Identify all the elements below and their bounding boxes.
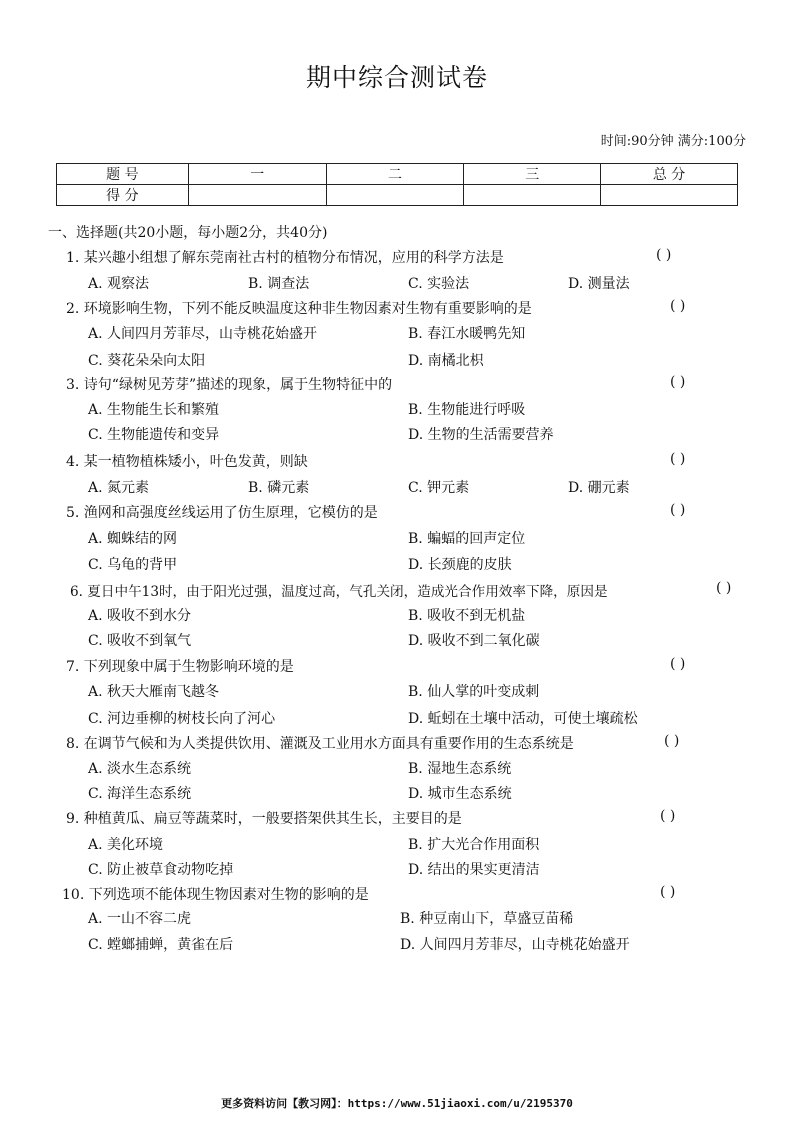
score-cell[interactable] (188, 185, 326, 206)
option-a[interactable]: A. 蜘蛛结的网 (88, 531, 178, 547)
option-c[interactable]: C. 螳螂捕蝉，黄雀在后 (88, 937, 234, 953)
answer-paren[interactable]: ( ) (656, 247, 672, 263)
option-b[interactable]: B. 湿地生态系统 (408, 761, 512, 777)
answer-paren[interactable]: ( ) (670, 374, 686, 390)
option-d[interactable]: D. 生物的生活需要营养 (408, 427, 554, 443)
question-stem: 3. 诗句“绿树见芳芽”描述的现象，属于生物特征中的 (66, 377, 393, 393)
option-c[interactable]: C. 乌龟的背甲 (88, 557, 178, 573)
option-a[interactable]: A. 秋天大雁南飞越冬 (88, 684, 220, 700)
score-header-cell: 一 (188, 164, 326, 185)
answer-paren[interactable]: ( ) (716, 580, 732, 596)
question-stem: 1. 某兴趣小组想了解东莞南社古村的植物分布情况，应用的科学方法是 (66, 250, 504, 266)
option-d[interactable]: D. 蚯蚓在土壤中活动，可使土壤疏松 (408, 711, 638, 727)
score-cell[interactable] (601, 185, 738, 206)
score-table-score-row (57, 185, 738, 206)
option-d[interactable]: D. 南橘北枳 (408, 353, 484, 369)
option-d[interactable]: D. 硼元素 (568, 480, 630, 496)
question-stem: 5. 渔网和高强度丝线运用了仿生原理，它模仿的是 (66, 505, 378, 521)
question-stem: 6. 夏日中午13时，由于阳光过强，温度过高，气孔关闭，造成光合作用效率下降，原因是 (70, 584, 608, 600)
option-a[interactable]: A. 观察法 (88, 276, 150, 292)
question-stem: 9. 种植黄瓜、扁豆等蔬菜时，一般要搭架供其生长，主要目的是 (66, 811, 462, 827)
footer-link[interactable]: 更多资料访问【教习网】：https://www.51jiaoxi.com/u/2195370 (221, 1097, 573, 1110)
answer-paren[interactable]: ( ) (670, 298, 686, 314)
answer-paren[interactable]: ( ) (664, 733, 680, 749)
option-c[interactable]: C. 防止被草食动物吃掉 (88, 862, 234, 878)
answer-paren[interactable]: ( ) (660, 884, 676, 900)
option-b[interactable]: B. 调查法 (248, 276, 310, 292)
option-a[interactable]: A. 吸收不到水分 (88, 608, 192, 624)
option-b[interactable]: B. 种豆南山下，草盛豆苗稀 (400, 911, 574, 927)
question-stem: 2. 环境影响生物，下列不能反映温度这种非生物因素对生物有重要影响的是 (66, 301, 532, 317)
option-a[interactable]: A. 人间四月芳菲尽，山寺桃花始盛开 (88, 326, 318, 342)
option-b[interactable]: B. 春江水暖鸭先知 (408, 326, 526, 342)
score-header-cell: 总 分 (601, 164, 738, 185)
option-d[interactable]: D. 结出的果实更清洁 (408, 862, 540, 878)
option-a[interactable]: A. 生物能生长和繁殖 (88, 402, 220, 418)
section-title: 一、选择题(共20小题，每小题2分，共40分) (48, 225, 328, 241)
option-c[interactable]: C. 吸收不到氧气 (88, 633, 192, 649)
score-table (56, 163, 738, 206)
option-a[interactable]: A. 美化环境 (88, 837, 164, 853)
score-table-header-row (57, 164, 738, 185)
option-b[interactable]: B. 磷元素 (248, 480, 310, 496)
option-d[interactable]: D. 城市生态系统 (408, 786, 512, 802)
option-d[interactable]: D. 人间四月芳菲尽，山寺桃花始盛开 (400, 937, 630, 953)
option-d[interactable]: D. 长颈鹿的皮肤 (408, 557, 512, 573)
exam-meta: 时间:90分钟 满分:100分 (600, 134, 746, 149)
score-cell[interactable] (464, 185, 601, 206)
answer-paren[interactable]: ( ) (670, 502, 686, 518)
score-row-label: 得 分 (57, 185, 189, 206)
answer-paren[interactable]: ( ) (660, 808, 676, 824)
option-c[interactable]: C. 海洋生态系统 (88, 786, 192, 802)
option-a[interactable]: A. 一山不容二虎 (88, 911, 192, 927)
score-header-cell: 题 号 (57, 164, 189, 185)
option-a[interactable]: A. 淡水生态系统 (88, 761, 192, 777)
option-c[interactable]: C. 实验法 (408, 276, 470, 292)
option-b[interactable]: B. 扩大光合作用面积 (408, 837, 540, 853)
answer-paren[interactable]: ( ) (670, 451, 686, 467)
option-d[interactable]: D. 吸收不到二氧化碳 (408, 633, 540, 649)
option-a[interactable]: A. 氮元素 (88, 480, 150, 496)
score-header-cell: 二 (326, 164, 464, 185)
question-stem: 10. 下列选项不能体现生物因素对生物的影响的是 (62, 887, 369, 903)
score-cell[interactable] (326, 185, 464, 206)
option-c[interactable]: C. 河边垂柳的树枝长向了河心 (88, 711, 276, 727)
score-header-cell: 三 (464, 164, 601, 185)
option-d[interactable]: D. 测量法 (568, 276, 630, 292)
option-b[interactable]: B. 仙人掌的叶变成刺 (408, 684, 540, 700)
option-c[interactable]: C. 生物能遗传和变异 (88, 427, 220, 443)
page-title: 期中综合测试卷 (305, 63, 488, 92)
option-c[interactable]: C. 葵花朵朵向太阳 (88, 353, 206, 369)
option-b[interactable]: B. 蝙蝠的回声定位 (408, 531, 526, 547)
question-stem: 8. 在调节气候和为人类提供饮用、灌溉及工业用水方面具有重要作用的生态系统是 (66, 736, 574, 752)
option-b[interactable]: B. 生物能进行呼吸 (408, 402, 526, 418)
answer-paren[interactable]: ( ) (670, 656, 686, 672)
question-stem: 4. 某一植物植株矮小，叶色发黄，则缺 (66, 454, 308, 470)
option-b[interactable]: B. 吸收不到无机盐 (408, 608, 526, 624)
option-c[interactable]: C. 钾元素 (408, 480, 470, 496)
question-stem: 7. 下列现象中属于生物影响环境的是 (66, 659, 294, 675)
